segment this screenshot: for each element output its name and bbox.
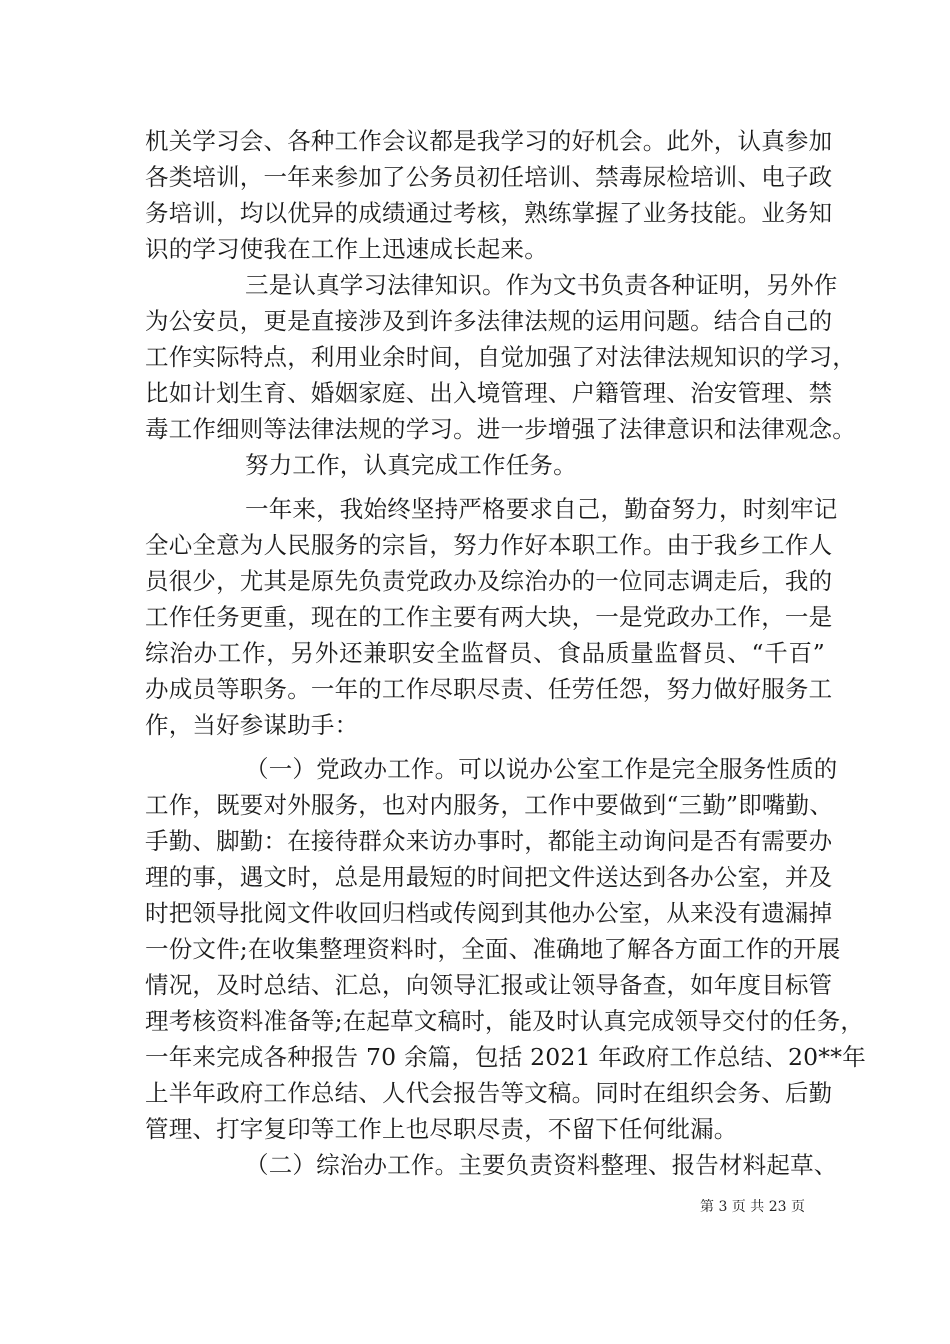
text-line: 工作实际特点，利用业余时间，自觉加强了对法律法规知识的学习， [145,343,856,371]
text-line: 员很少，尤其是原先负责党政办及综治办的一位同志调走后，我的 [145,567,833,595]
section-heading: 努力工作，认真完成工作任务。 [245,451,577,479]
text-line: 工作任务更重，现在的工作主要有两大块，一是党政办工作，一是 [145,603,833,631]
text-line: 时把领导批阅文件收回归档或传阅到其他办公室，从来没有遗漏掉 [145,899,833,927]
text-line: 办成员等职务。一年的工作尽职尽责、任劳任怨，努力做好服务工 [145,675,833,703]
text-line: 手勤、脚勤：在接待群众来访办事时，都能主动询问是否有需要办 [145,827,833,855]
text-line: 毒工作细则等法律法规的学习。进一步增强了法律意识和法律观念。 [145,415,856,443]
text-line: 工作，既要对外服务，也对内服务，工作中要做到“三勤”即嘴勤、 [145,791,834,819]
text-line: 上半年政府工作总结、人代会报告等文稿。同时在组织会务、后勤 [145,1079,833,1107]
text-line: 一份文件;在收集整理资料时，全面、准确地了解各方面工作的开展 [145,935,841,963]
text-line: 机关学习会、各种工作会议都是我学习的好机会。此外，认真参加 [145,127,833,155]
text-line: 一年来，我始终坚持严格要求自己，勤奋努力，时刻牢记 [245,495,838,523]
text-line: （二）综治办工作。主要负责资料整理、报告材料起草、 [245,1151,838,1179]
text-line: 比如计划生育、婚姻家庭、出入境管理、户籍管理、治安管理、禁 [145,379,833,407]
text-line: 综治办工作，另外还兼职安全监督员、食品质量监督员、“千百” [145,639,825,667]
text-line: 为公安员，更是直接涉及到许多法律法规的运用问题。结合自己的 [145,307,833,335]
text-line: 理的事，遇文时，总是用最短的时间把文件送达到各办公室，并及 [145,863,833,891]
text-line: 三是认真学习法律知识。作为文书负责各种证明，另外作 [245,271,838,299]
text-line: 一年来完成各种报告 70 余篇，包括 2021 年政府工作总结、20**年 [145,1043,866,1071]
text-line: 理考核资料准备等;在起草文稿时，能及时认真完成领导交付的任务， [145,1007,865,1035]
text-line: （一）党政办工作。可以说办公室工作是完全服务性质的 [245,755,838,783]
text-line: 管理、打字复印等工作上也尽职尽责，不留下任何纰漏。 [145,1115,738,1143]
text-line: 各类培训，一年来参加了公务员初任培训、禁毒尿检培训、电子政 [145,163,833,191]
text-line: 务培训，均以优异的成绩通过考核，熟练掌握了业务技能。业务知 [145,199,833,227]
text-line: 作，当好参谋助手： [145,711,359,739]
text-line: 全心全意为人民服务的宗旨，努力作好本职工作。由于我乡工作人 [145,531,833,559]
text-line: 情况，及时总结、汇总，向领导汇报或让领导备查，如年度目标管 [145,971,833,999]
text-line: 识的学习使我在工作上迅速成长起来。 [145,235,548,263]
page-number: 第 3 页 共 23 页 [700,1199,805,1215]
